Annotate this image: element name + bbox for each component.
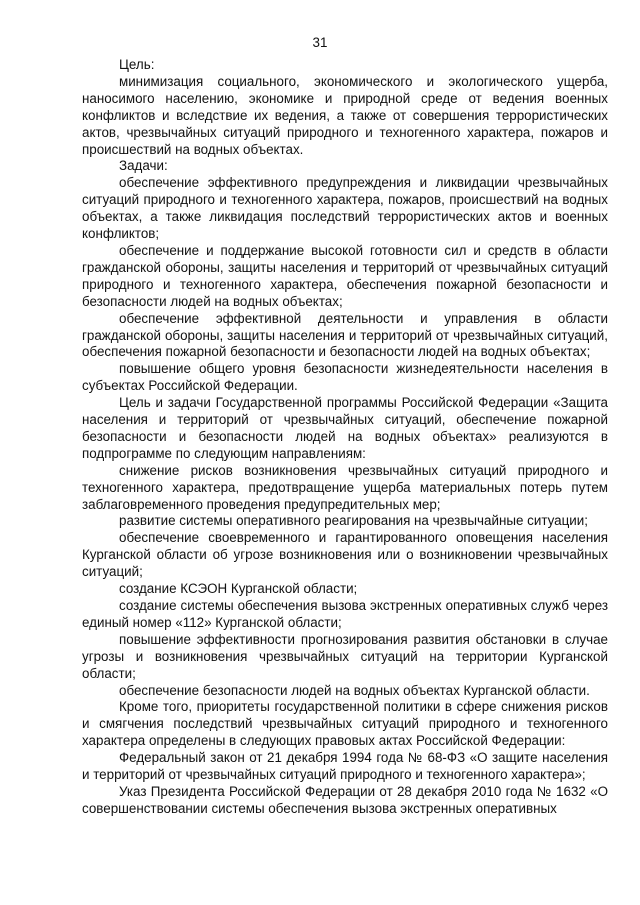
direction-paragraph: снижение рисков возникновения чрезвычайных ситуаций природного и техногенного характера, предотвращение ущерба материальных потерь путем заблаговременного проведения предупредительных мер; <box>82 462 608 512</box>
direction-paragraph: обеспечение безопасности людей на водных объектах Курганской области. <box>119 682 590 698</box>
legal-act-paragraph: Указ Президента Российской Федерации от 28 декабря 2010 года № 1632 «О совершенствовании системы обеспечения вызова экстренных оперативных <box>82 783 608 816</box>
tasks-heading: Задачи: <box>119 158 168 174</box>
task-paragraph: обеспечение эффективной деятельности и управления в области гражданской обороны, защиты населения и территорий от чрезвычайных ситуаций, обеспечения пожарной безопасности и безопасности людей на водных объектах; <box>82 310 608 360</box>
document-body <box>82 57 608 818</box>
task-paragraph: обеспечение эффективного предупреждения и ликвидации чрезвычайных ситуаций природного и техногенного характера, пожаров, происшествий на водных объектах, а также ликвидация последствий террористических актов и военных конфликтов; <box>82 175 608 242</box>
goal-text: минимизация социального, экономического и экологического ущерба, наносимого населению, экономике и природной среде от ведения военных конфликтов и вследствие их ведения, а также от совершения террористических актов, чрезвычайных ситуаций природного и техногенного характера, пожаров и происшествий на водных объектах. <box>82 73 608 157</box>
direction-paragraph: создание системы обеспечения вызова экстренных оперативных служб через единый номер «112» Курганской области; <box>82 598 608 630</box>
direction-paragraph: повышение эффективности прогнозирования развития обстановки в случае угрозы и возникновения чрезвычайных ситуаций на территории Курганской области; <box>82 631 608 681</box>
task-paragraph: обеспечение и поддержание высокой готовности сил и средств в области гражданской обороны, защиты населения и территорий от чрезвычайных ситуаций природного и техногенного характера, обеспечения пожарной безопасности и безопасности людей на водных объектах; <box>82 242 608 309</box>
goal-heading: Цель: <box>119 57 155 72</box>
priorities-paragraph: Кроме того, приоритеты государственной политики в сфере снижения рисков и смягчения последствий чрезвычайных ситуаций природного и техногенного характера определены в следующих правовых актах Российской Федерации: <box>82 699 608 749</box>
task-paragraph: повышение общего уровня безопасности жизнедеятельности населения в субъектах Российской Федерации. <box>82 361 608 394</box>
program-paragraph: Цель и задачи Государственной программы Российской Федерации «Защита населения и территорий от чрезвычайных ситуаций, обеспечение пожарной безопасности и безопасности людей на водных объектах» реализуются в подпрограмме по следующим направлениям: <box>82 395 608 461</box>
direction-paragraph: развитие системы оперативного реагирования на чрезвычайные ситуации; <box>119 513 588 529</box>
legal-act-paragraph: Федеральный закон от 21 декабря 1994 года № 68-ФЗ «О защите населения и территорий от чрезвычайных ситуаций природного и техногенного характера»; <box>82 750 608 783</box>
page-number: 31 <box>312 35 328 50</box>
direction-paragraph: обеспечение своевременного и гарантированного оповещения населения Курганской области об угрозе возникновения или о возникновении чрезвычайных ситуаций; <box>82 530 608 580</box>
direction-paragraph: создание КСЭОН Курганской области; <box>119 581 358 597</box>
